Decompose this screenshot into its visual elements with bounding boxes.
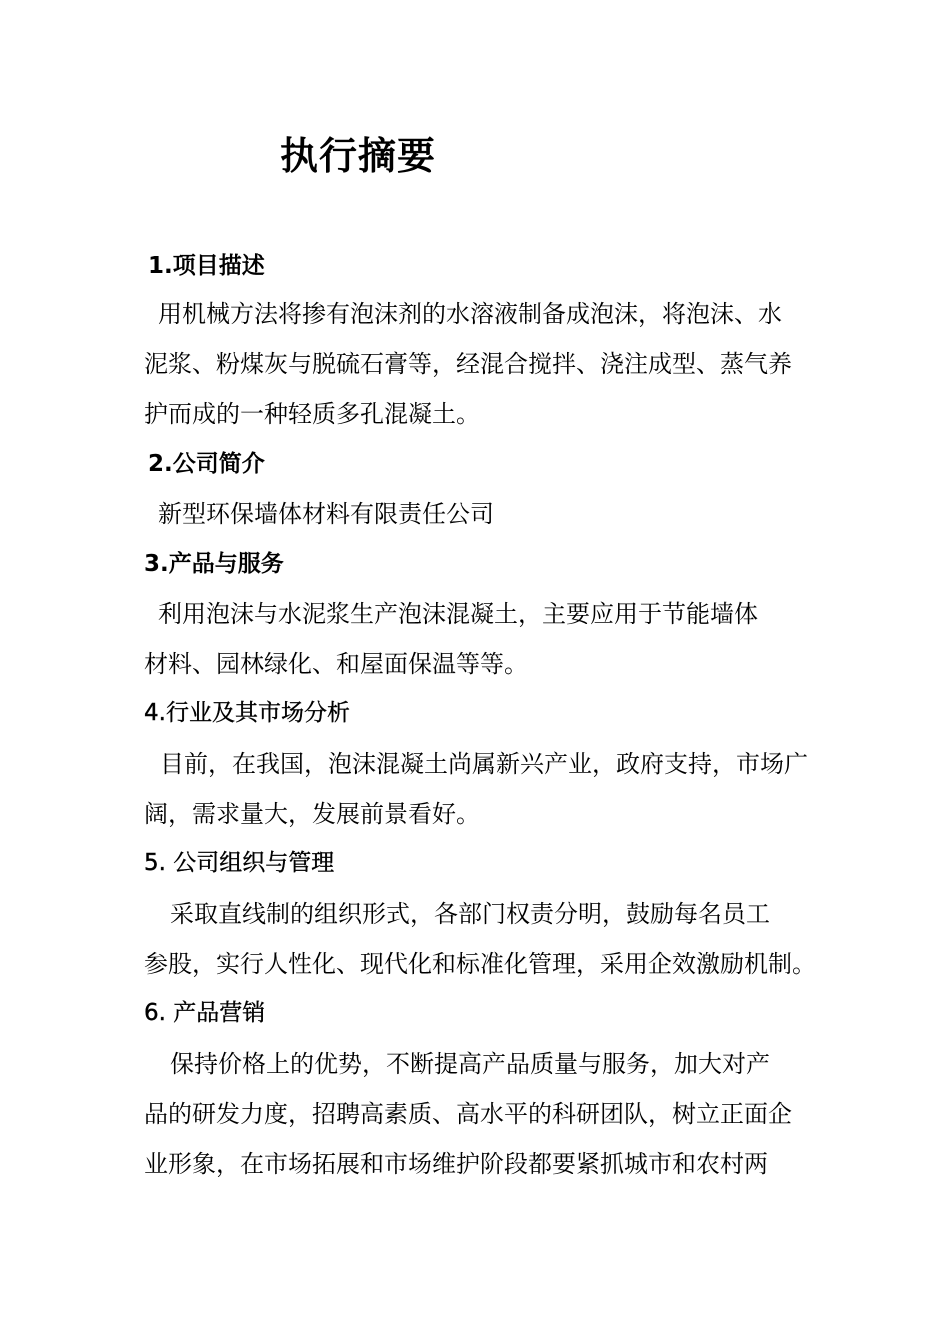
section-6-line-1: 保持价格上的优势，不断提高产品质量与服务，加大对产 (170, 1050, 770, 1078)
section-heading-product-marketing: 6. 产品营销 (144, 1000, 266, 1026)
section-2-line-1: 新型环保墙体材料有限责任公司 (158, 500, 494, 528)
section-heading-organization-management: 5. 公司组织与管理 (144, 850, 335, 876)
section-heading-company-profile: 2.公司简介 (148, 451, 265, 477)
section-6-line-3: 业形象，在市场拓展和市场维护阶段都要紧抓城市和农村两 (144, 1150, 768, 1178)
section-3-line-2: 材料、园林绿化、和屋面保温等等。 (144, 650, 528, 678)
section-heading-products-services: 3.产品与服务 (144, 551, 284, 577)
section-1-line-2: 泥浆、粉煤灰与脱硫石膏等，经混合搅拌、浇注成型、蒸气养 (144, 350, 792, 378)
section-1-line-3: 护而成的一种轻质多孔混凝土。 (144, 400, 480, 428)
page-title: 执行摘要 (280, 134, 437, 178)
section-heading-market-analysis: 4.行业及其市场分析 (144, 700, 350, 726)
section-heading-project-description: 1.项目描述 (148, 253, 265, 279)
section-6-line-2: 品的研发力度，招聘高素质、高水平的科研团队，树立正面企 (144, 1100, 792, 1128)
section-5-line-1: 采取直线制的组织形式，各部门权责分明，鼓励每名员工 (170, 900, 770, 928)
section-5-line-2: 参股，实行人性化、现代化和标准化管理，采用企效激励机制。 (144, 950, 816, 978)
section-1-line-1: 用机械方法将掺有泡沫剂的水溶液制备成泡沫，将泡沫、水 (158, 300, 782, 328)
section-4-line-1: 目前，在我国，泡沫混凝土尚属新兴产业，政府支持，市场广 (160, 750, 808, 778)
section-3-line-1: 利用泡沫与水泥浆生产泡沫混凝土，主要应用于节能墙体 (158, 600, 758, 628)
section-4-line-2: 阔，需求量大，发展前景看好。 (144, 800, 480, 828)
